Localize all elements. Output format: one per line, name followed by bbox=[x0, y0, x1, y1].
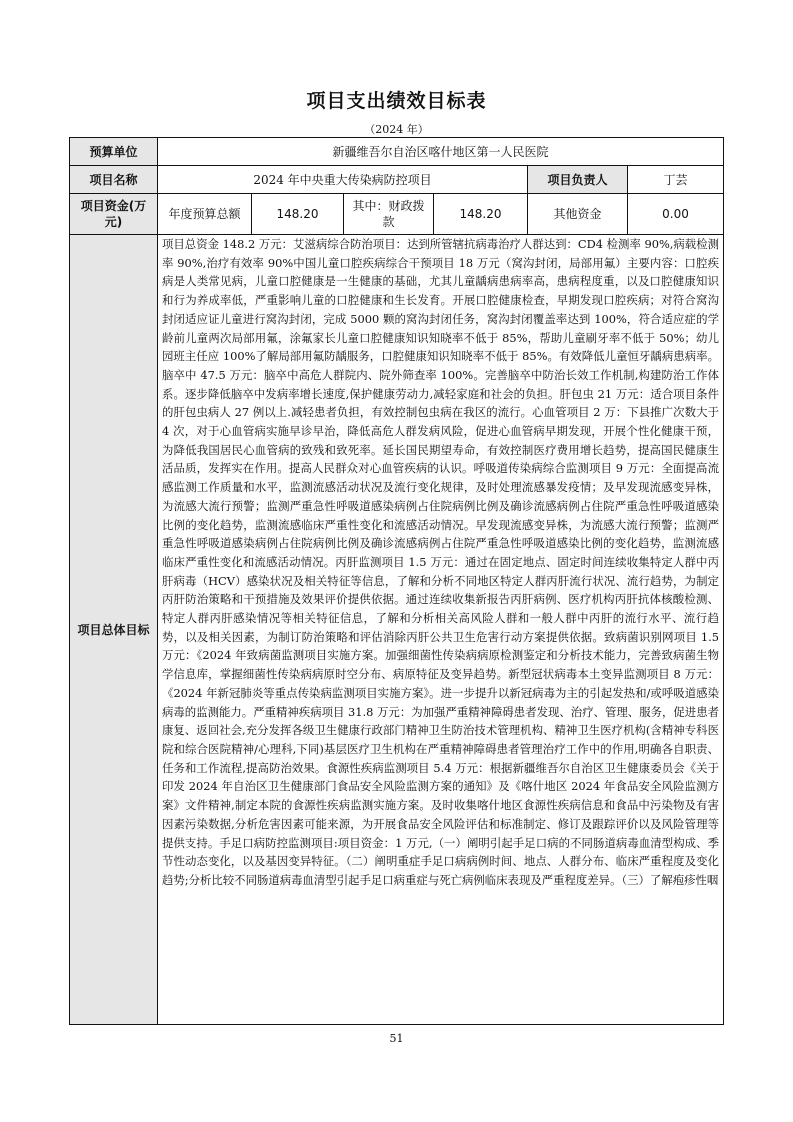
annual-budget-label: 年度预算总额 bbox=[158, 194, 252, 234]
project-leader-label: 项目负责人 bbox=[528, 166, 628, 193]
budget-unit-row bbox=[70, 138, 723, 166]
fiscal-allocation-label: 其中：财政拨款 bbox=[344, 194, 434, 234]
budget-unit-label: 预算单位 bbox=[70, 138, 158, 165]
other-funds-label: 其他资金 bbox=[528, 194, 628, 234]
project-fund-row bbox=[70, 194, 723, 235]
year-subtitle: （2024 年） bbox=[364, 123, 429, 136]
overall-goal-row bbox=[70, 235, 723, 1024]
fiscal-allocation-value: 148.20 bbox=[434, 194, 528, 234]
project-name-row bbox=[70, 166, 723, 194]
page-number: 51 bbox=[389, 1032, 404, 1045]
overall-goal-label: 项目总体目标 bbox=[70, 235, 158, 1024]
annual-budget-value: 148.20 bbox=[252, 194, 344, 234]
project-name-value: 2024 年中央重大传染病防控项目 bbox=[158, 166, 528, 193]
performance-goal-table bbox=[69, 137, 724, 1025]
overall-goal-text: 项目总资金 148.2 万元：艾滋病综合防治项目：达到所管辖抗病毒治疗人群达到：CD4 检测率 90%,病载检测率 90%,治疗有效率 90%中国儿童口腔疾病综合干预项目 18 万元（窝沟封闭，局部用氟）主要内容：口腔疾病是人类常见病，儿童口腔健康是一生健康的基础，尤其儿童龋病患病率高，患病程度重，以及口腔健康知识和行为养成率低，严重影响儿童的口腔健康和生长发育。开展口腔健康检查，早期发现口腔疾病；对符合窝沟封闭适应证儿童进行窝沟封闭，完成 5000 颗的窝沟封闭任务，窝沟封闭覆盖率达到 100%，符合适应症的学龄前儿童两次局部用氟，涂氟家长儿童口腔健康知识知晓率不低于 85%，帮助儿童刷牙率不低于 50%；幼儿园班主任应 100%了解局部用氟防龋服务，口腔健康知识知晓率不低于 85%。有效降低儿童恒牙龋病患病率。脑卒中 47.5 万元：脑卒中高危人群院内、院外筛查率 100%。完善脑卒中防治长效工作机制,构建防治工作体系。逐步降低脑卒中发病率增长速度,保护健康劳动力,减轻家庭和社会的负担。肝包虫 21 万元：适合项目条件的肝包虫病人 27 例以上.减轻患者负担，有效控制包虫病在我区的流行。心血管项目 2 万：下县推广次数大于 4 次，对于心血管病实施早诊早治，降低高危人群发病风险，促进心血管病早期发现，开展个性化健康干预，为降低我国居民心血管病的致残和致死率。延长国民期望寿命，有效控制医疗费用增长趋势，提高国民健康生活品质，发挥实在作用。提高人民群众对心血管疾病的认识。呼吸道传染病综合监测项目 9 万元：全面提高流感监测工作质量和水平，监测流感活动状况及流行变化规律，及时处理流感暴发疫情；及早发现流感变异株，为流感大流行预警；监测严重急性呼吸道感染病例占住院病例比例及确诊流感病例占住院严重急性呼吸道感染比例的变化趋势，监测流感临床严重性变化和流感活动情况。早发现流感变异株，为流感大流行预警；监测严重急性呼吸道感染病例占住院病例比例及确诊流感病例占住院严重急性呼吸道感染比例的变化趋势，监测流感临床严重性变化和流感活动情况。丙肝监测项目 1.5 万元：通过在固定地点、固定时间连续收集特定人群中丙肝病毒（HCV）感染状况及相关特征等信息，了解和分析不同地区特定人群丙肝流行状况、流行趋势，为制定丙肝防治策略和干预措施及效果评价提供依据。通过连续收集新报告丙肝病例、医疗机构丙肝抗体核酸检测、特定人群丙肝感染情况等相关特征信息，了解和分析相关高风险人群和一般人群中丙肝的流行水平、流行趋势，以及相关因素，为制订防治策略和评估消除丙肝公共卫生危害行动方案提供依据。致病菌识别网项目 1.5 万元：《2024 年致病菌监测项目实施方案。加强细菌性传染病病原检测鉴定和分析技术能力，完善致病菌生物学信息库，掌握细菌性传染病病原时空分布、病原特征及变异趋势。新型冠状病毒本土变异监测项目 8 万元：《2024 年新冠肺炎等重点传染病监测项目实施方案》。进一步提升以新冠病毒为主的引起发热和/或呼吸道感染病毒的监测能力。严重精神疾病项目 31.8 万元：为加强严重精神障碍患者发现、治疗、管理、服务，促进患者康复、返回社会,充分发挥各级卫生健康行政部门精神卫生防治技术管理机构、精神卫生医疗机构(含精神专科医院和综合医院精神/心理科,下同)基层医疗卫生机构在严重精神障碍患者管理治疗工作中的作用,明确各自职责、任务和工作流程,提高防治效果。食源性疾病监测项目 5.4 万元：根据新疆维吾尔自治区卫生健康委员会《关于印发 2024 年自治区卫生健康部门食品安全风险监测方案的通知》及《喀什地区 2024 年食品安全风险监测方案》文件精神,制定本院的食源性疾病监测实施方案。及时收集喀什地区食源性疾病信息和食品中污染物及有害因素污染数据,分析危害因素可能来源，为开展食品安全风险评估和标准制定、修订及跟踪评价以及风险管理等提供支持。手足口病防控监测项目:项目资金：1 万元,（一）阐明引起手足口病的不同肠道病毒血清型构成、季节性动态变化，以及基因变异特征。（二）阐明重症手足口病病例时间、地点、人群分布、临床严重程度及变化趋势;分析比较不同肠道病毒血清型引起手足口病重症与死亡病例临床表现及严重程度差异。（三）了解疱疹性咽 bbox=[162, 237, 719, 887]
other-funds-value: 0.00 bbox=[662, 207, 689, 221]
project-leader-value: 丁芸 bbox=[663, 172, 688, 187]
budget-unit-value: 新疆维吾尔自治区喀什地区第一人民医院 bbox=[332, 144, 549, 159]
project-fund-label: 项目资金(万元) bbox=[70, 194, 158, 234]
project-name-label: 项目名称 bbox=[70, 166, 158, 193]
page-title: 项目支出绩效目标表 bbox=[306, 90, 487, 112]
